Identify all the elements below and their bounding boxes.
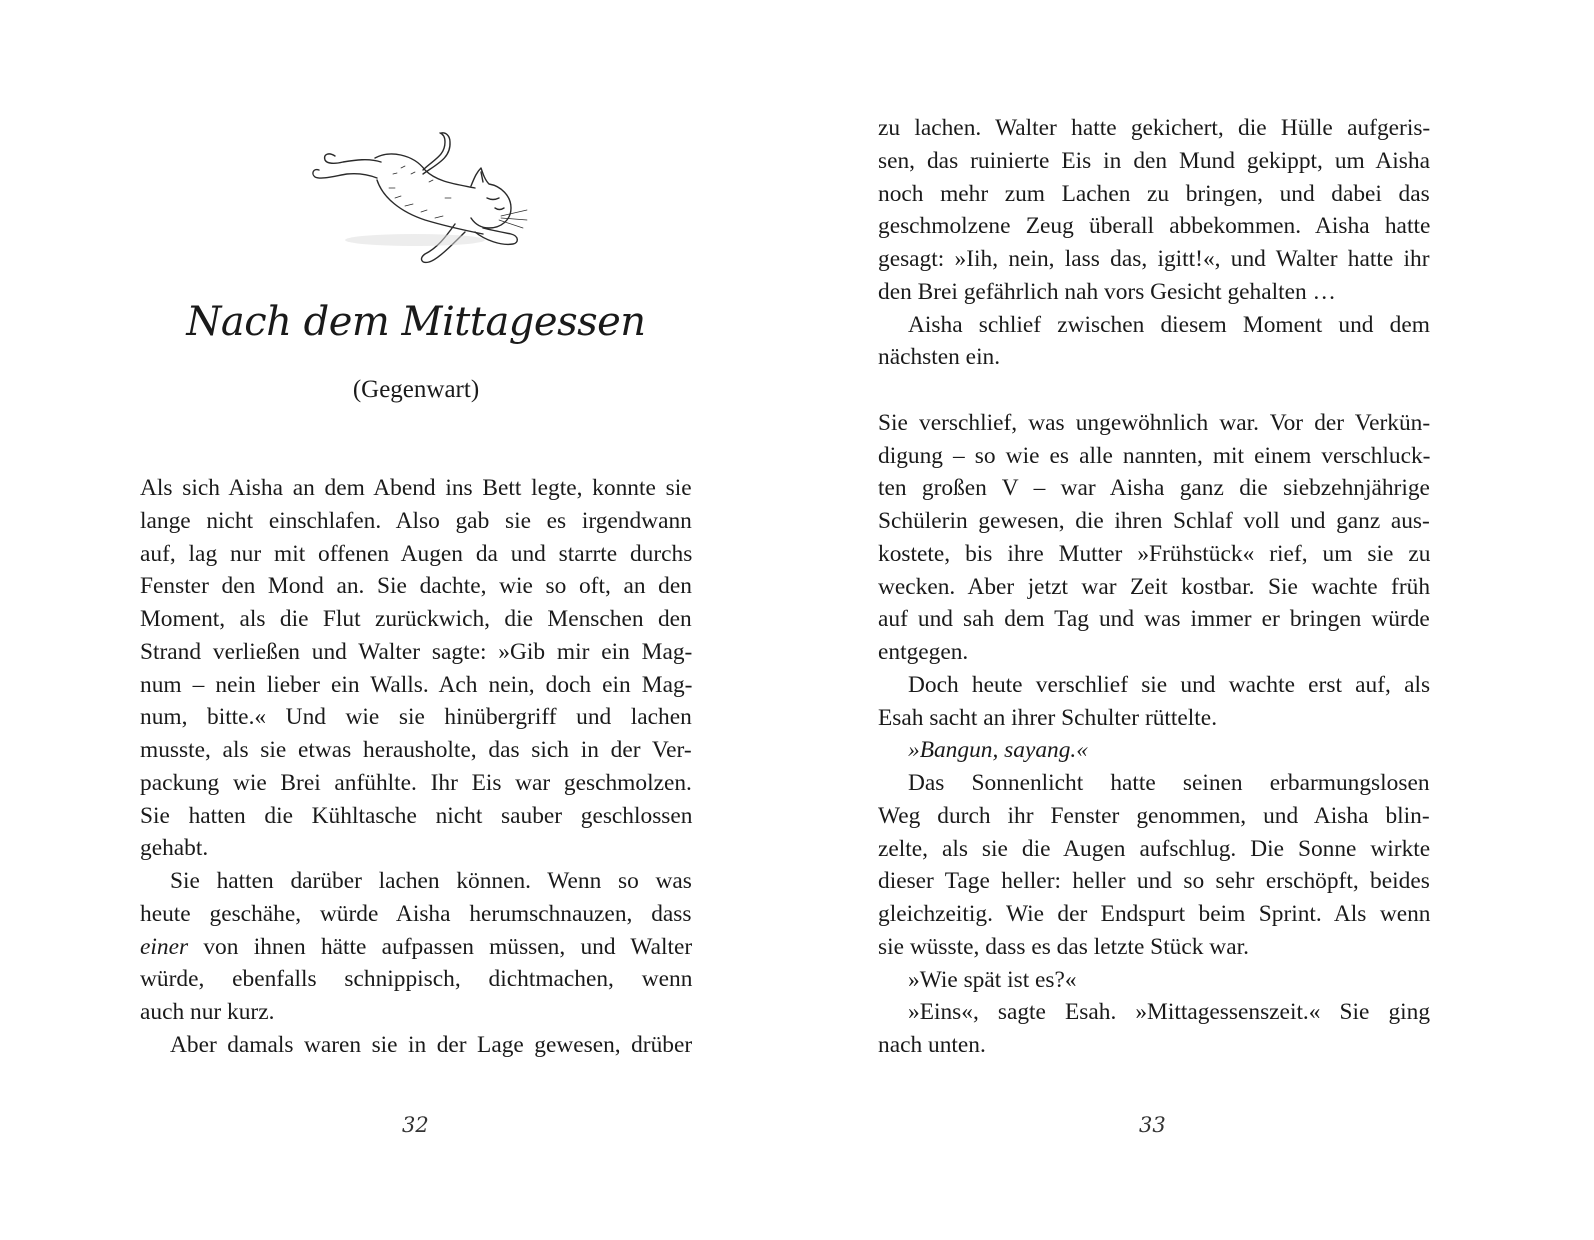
text-line: ten großen V – war Aisha ganz die siebzehnjährige	[878, 475, 1430, 502]
text-line: musste, als sie etwas herausholte, das sich in der Ver-	[140, 737, 692, 763]
text-line: zu lachen. Walter hatte gekichert, die Hülle aufgeris-	[878, 115, 1431, 141]
text-line: gleichzeitig. Wie der Endspurt beim Sprint. Als wenn	[878, 901, 1431, 927]
text-line: Strand verließen und Walter sagte: »Gib mir ein Mag-	[140, 638, 693, 665]
page-number-right: 33	[1139, 1113, 1166, 1137]
text-line: dieser Tage heller: heller und so sehr erschöpft, beides	[878, 868, 1430, 895]
text-line: Sie hatten darüber lachen können. Wenn so was	[170, 868, 692, 894]
text-line: num, bitte.« Und wie sie hinübergriff und lachen	[140, 704, 692, 731]
text-line: entgegen.	[878, 639, 969, 665]
text-line: Sie hatten die Kühltasche nicht sauber geschlossen	[140, 802, 693, 829]
section-break	[878, 374, 1430, 407]
right-page-body	[878, 112, 1430, 1062]
text-line: Das Sonnenlicht hatte seinen erbarmungslosen	[908, 770, 1430, 796]
text-line: »Eins«, sagte Esah. »Mittagessenszeit.« Sie ging	[908, 999, 1431, 1026]
text-line: Aber damals waren sie in der Lage gewesen, drüber	[170, 1031, 693, 1058]
chapter-title: Nach dem Mittagessen	[186, 299, 646, 345]
text-line: kostete, bis ihre Mutter »Frühstück« rief, um sie zu	[878, 540, 1431, 567]
text-line: Moment, als die Flut zurückwich, die Menschen den	[140, 606, 692, 632]
italic-dialogue-line: »Bangun, sayang.«	[908, 737, 1088, 764]
text-line: Doch heute verschlief sie und wachte erst auf, als	[908, 671, 1431, 698]
text-line: nächsten ein.	[878, 344, 1001, 371]
text-line: noch mehr zum Lachen zu bringen, und dabei das	[878, 180, 1430, 207]
text-line: gesagt: »Iih, nein, lass das, igitt!«, und Walter hatte ihr	[878, 246, 1430, 272]
text-line: Esah sacht an ihrer Schulter rüttelte.	[878, 704, 1218, 731]
text-line-rest: von ihnen hätte aufpassen müssen, und Walter	[203, 933, 693, 960]
text-line: sie wüsste, dass es das letzte Stück war.	[878, 933, 1249, 960]
text-line: auf und sah dem Tag und was immer er bringen würde	[878, 606, 1430, 633]
text-line: Als sich Aisha an dem Abend ins Bett legte, konnte sie	[140, 475, 692, 501]
text-line: Schülerin gewesen, die ihren Schlaf voll und ganz aus-	[878, 508, 1430, 534]
text-line: würde, ebenfalls schnippisch, dichtmachen, wenn	[140, 966, 693, 993]
text-line: auch nur kurz.	[140, 999, 275, 1025]
text-line: auf, lag nur mit offenen Augen da und starrte durchs	[140, 540, 693, 567]
text-line: wecken. Aber jetzt war Zeit kostbar. Sie wachte früh	[878, 573, 1431, 600]
text-line: den Brei gefährlich nah vors Gesicht gehalten …	[878, 278, 1336, 305]
text-line: num – nein lieber ein Walls. Ach nein, doch ein Mag-	[140, 671, 693, 698]
text-line: geschmolzene Zeug überall abbekommen. Aisha hatte	[878, 213, 1431, 240]
text-line: Fenster den Mond an. Sie dachte, wie so oft, an den	[140, 573, 692, 600]
page-number-left: 32	[402, 1113, 429, 1137]
text-line: Weg durch ihr Fenster genommen, und Aisha blin-	[878, 802, 1430, 829]
text-line-with-emphasis	[140, 931, 692, 964]
left-page-body	[140, 472, 692, 1062]
text-line: Aisha schlief zwischen diesem Moment und dem	[908, 311, 1430, 338]
text-line: gehabt.	[140, 835, 209, 862]
text-line: digung – so wie es alle nannten, mit einem verschluck-	[878, 442, 1431, 469]
text-line: »Wie spät ist es?«	[908, 966, 1077, 993]
text-line: lange nicht einschlafen. Also gab sie es irgendwann	[140, 507, 692, 534]
text-line: sen, das ruinierte Eis in den Mund gekippt, um Aisha	[878, 147, 1430, 174]
text-line: nach unten.	[878, 1032, 986, 1058]
emphasized-word: einer	[140, 933, 189, 960]
text-line: Sie verschlief, was ungewöhnlich war. Vor der Verkün-	[878, 409, 1431, 436]
sleeping-cat-illustration	[305, 128, 530, 273]
text-line: zelte, als sie die Augen aufschlug. Die Sonne wirkte	[878, 835, 1431, 862]
text-line: packung wie Brei anfühlte. Ihr Eis war geschmolzen.	[140, 769, 692, 796]
text-line: heute geschähe, würde Aisha herumschnauzen, dass	[140, 900, 692, 927]
right-page	[797, 0, 1594, 1240]
chapter-subtitle: (Gegenwart)	[352, 376, 480, 403]
